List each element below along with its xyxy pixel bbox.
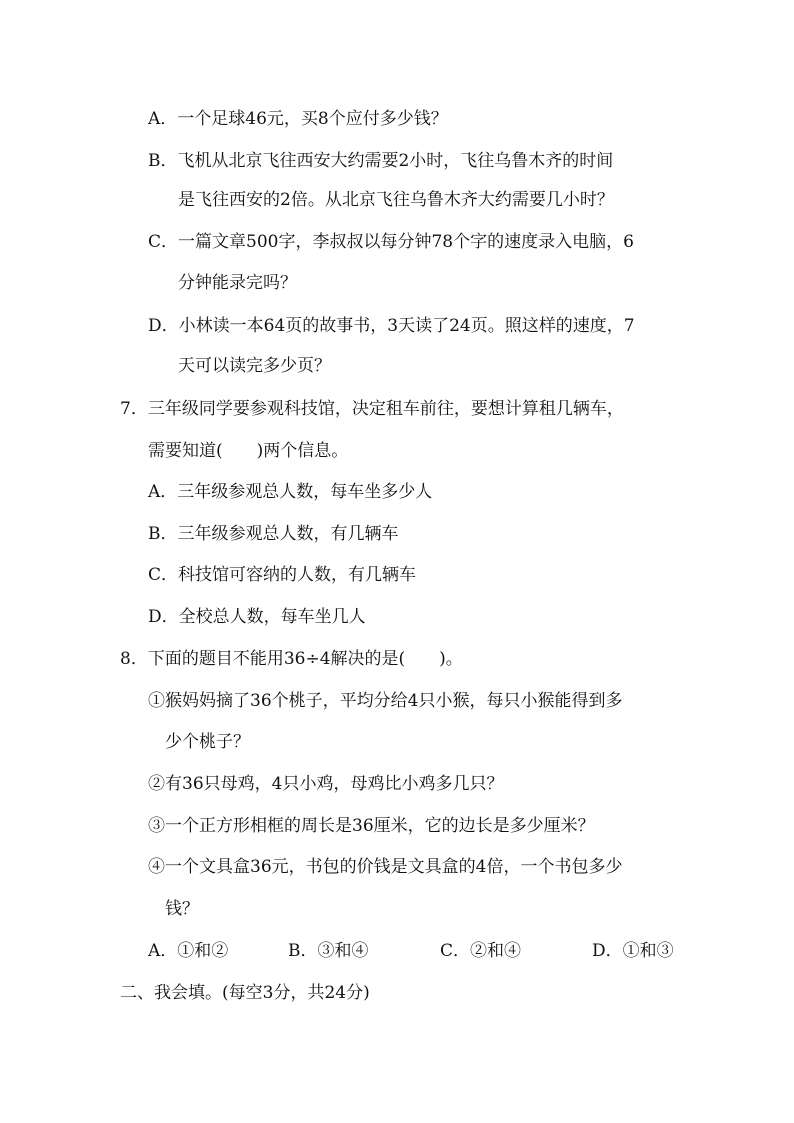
section2-heading: 二、我会填。(每空3分，共24分) bbox=[120, 983, 370, 1003]
q7-stem-line2: 需要知道( )两个信息。 bbox=[148, 441, 349, 461]
q8-item2: ②有36只母鸡，4只小鸡，母鸡比小鸡多几只？ bbox=[148, 774, 504, 794]
q8-choice-b: B．③和④ bbox=[288, 941, 369, 961]
q7-option-b: B．三年级参观总人数，有几辆车 bbox=[148, 524, 399, 544]
q7-option-d: D．全校总人数，每车坐几人 bbox=[148, 607, 366, 627]
q7-option-a: A．三年级参观总人数，每车坐多少人 bbox=[148, 482, 433, 502]
q6-option-d-line2: 天可以读完多少页？ bbox=[178, 356, 331, 376]
q6-option-b-line2: 是飞往西安的2倍。从北京飞往乌鲁木齐大约需要几小时？ bbox=[178, 190, 614, 210]
q8-item1-line2: 少个桃子？ bbox=[165, 732, 250, 752]
q8-item1-line1: ①猴妈妈摘了36个桃子，平均分给4只小猴，每只小猴能得到多 bbox=[148, 691, 623, 711]
q6-option-d-line1: D．小林读一本64页的故事书，3天读了24页。照这样的速度，7 bbox=[148, 316, 635, 336]
q6-option-b-line1: B．飞机从北京飞往西安大约需要2小时，飞往乌鲁木齐的时间 bbox=[148, 151, 614, 171]
q6-option-c-line2: 分钟能录完吗？ bbox=[178, 273, 297, 293]
q8-item3: ③一个正方形相框的周长是36厘米，它的边长是多少厘米？ bbox=[148, 816, 595, 836]
q8-item4-line1: ④一个文具盒36元，书包的价钱是文具盒的4倍，一个书包多少 bbox=[148, 857, 623, 877]
q6-option-c-line1: C．一篇文章500字，李叔叔以每分钟78个字的速度录入电脑，6 bbox=[148, 232, 634, 252]
q8-choice-c: C．②和④ bbox=[440, 941, 522, 961]
q8-item4-line2: 钱？ bbox=[165, 899, 199, 919]
q8-choice-a: A．①和② bbox=[148, 941, 229, 961]
q7-stem-line1: 7．三年级同学要参观科技馆，决定租车前往，要想计算租几辆车， bbox=[120, 399, 624, 419]
q8-stem: 8．下面的题目不能用36÷4解决的是( )。 bbox=[120, 649, 463, 669]
q6-option-a: A．一个足球46元，买8个应付多少钱？ bbox=[148, 109, 448, 129]
q8-choice-d: D．①和③ bbox=[592, 941, 674, 961]
q7-option-c: C．科技馆可容纳的人数，有几辆车 bbox=[148, 565, 417, 585]
